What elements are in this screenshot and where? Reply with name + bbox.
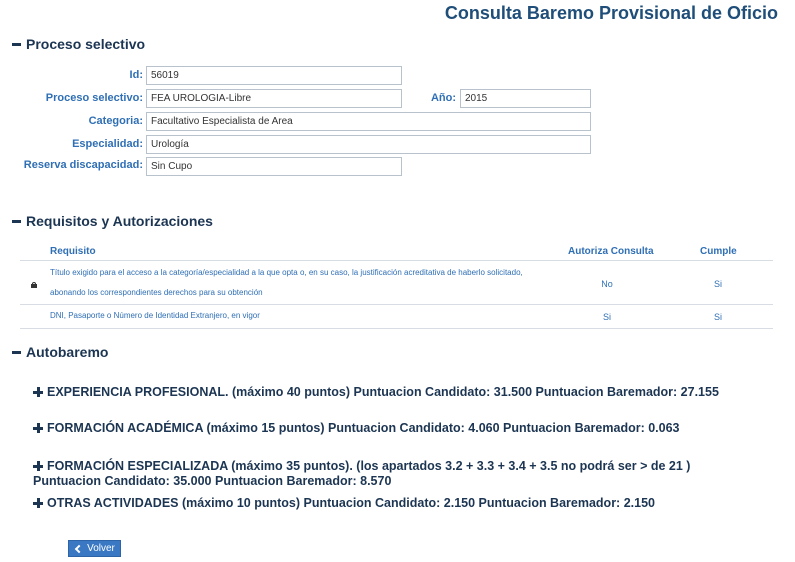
autoriza-consulta-value: Si <box>602 312 611 322</box>
autobaremo-item-formacion-academica[interactable] <box>33 421 680 436</box>
row-divider <box>20 328 773 329</box>
plus-icon <box>33 423 43 433</box>
plus-icon <box>33 498 43 508</box>
column-header-requisito: Requisito <box>50 246 96 257</box>
autobaremo-item-experiencia[interactable] <box>33 385 719 400</box>
autobaremo-item-label: OTRAS ACTIVIDADES (máximo 10 puntos) Puntuacion Candidato: 2.150 Puntuacion Baremador: 2.150 <box>47 496 655 510</box>
section-autobaremo-title: Autobaremo <box>26 344 109 360</box>
column-header-autoriza-consulta: Autoriza Consulta <box>568 246 654 257</box>
lock-icon <box>31 282 37 288</box>
especialidad-label: Especialidad: <box>72 138 143 150</box>
minus-icon <box>12 351 21 354</box>
id-field[interactable]: 56019 <box>146 66 402 85</box>
requisito-text-line2: abonando los correspondientes derechos para su obtención <box>50 288 263 297</box>
back-button-label: Volver <box>87 543 115 554</box>
plus-icon <box>33 387 43 397</box>
section-requisitos-title: Requisitos y Autorizaciones <box>26 213 213 229</box>
autobaremo-item-label-line2: Puntuacion Candidato: 35.000 Puntuacion Baremador: 8.570 <box>33 474 392 488</box>
categoria-label: Categoria: <box>88 115 143 127</box>
row-divider <box>20 304 773 305</box>
minus-icon <box>12 43 21 46</box>
cumple-value: Si <box>713 312 722 322</box>
chevron-left-icon <box>75 544 83 552</box>
especialidad-field[interactable]: Urología <box>146 135 591 154</box>
section-proceso-selectivo[interactable] <box>12 36 145 52</box>
id-label: Id: <box>129 69 143 81</box>
table-header-divider <box>20 260 773 261</box>
autobaremo-item-formacion-especializada[interactable] <box>33 459 690 489</box>
requisito-text-line1: Título exigido para el acceso a la categoría/especialidad a la que opta o, en su caso, la justificación acreditativa de haberlo solicitado, <box>50 268 523 277</box>
cumple-value: Si <box>713 279 722 289</box>
proceso-selectivo-field[interactable]: FEA UROLOGIA-Libre <box>146 89 402 108</box>
section-requisitos[interactable] <box>12 213 213 229</box>
column-header-cumple: Cumple <box>700 246 737 257</box>
minus-icon <box>12 220 21 223</box>
anio-label: Año: <box>430 92 456 104</box>
proceso-selectivo-label: Proceso selectivo: <box>45 92 143 104</box>
requisito-text-line1: DNI, Pasaporte o Número de Identidad Extranjero, en vigor <box>50 311 260 320</box>
reserva-discapacidad-field[interactable]: Sin Cupo <box>146 157 402 176</box>
page-title: Consulta Baremo Provisional de Oficio <box>444 3 778 23</box>
categoria-field[interactable]: Facultativo Especialista de Area <box>146 112 591 131</box>
reserva-discapacidad-label: Reserva discapacidad: <box>23 159 143 171</box>
section-proceso-title: Proceso selectivo <box>26 36 146 52</box>
autobaremo-item-label: FORMACIÓN ACADÉMICA (máximo 15 puntos) Puntuacion Candidato: 4.060 Puntuacion Baremador: 0.063 <box>47 421 680 435</box>
autobaremo-item-otras-actividades[interactable] <box>33 496 655 511</box>
section-autobaremo[interactable] <box>12 344 108 360</box>
back-button[interactable] <box>68 540 121 557</box>
autobaremo-item-label: FORMACIÓN ESPECIALIZADA (máximo 35 puntos). (los apartados 3.2 + 3.3 + 3.4 + 3.5 no podrá ser > de 21 ) <box>47 459 691 473</box>
plus-icon <box>33 461 43 471</box>
autobaremo-item-label: EXPERIENCIA PROFESIONAL. (máximo 40 puntos) Puntuacion Candidato: 31.500 Puntuacion Baremador: 27.155 <box>47 385 719 399</box>
anio-field[interactable]: 2015 <box>460 89 591 108</box>
autoriza-consulta-value: No <box>601 279 613 289</box>
